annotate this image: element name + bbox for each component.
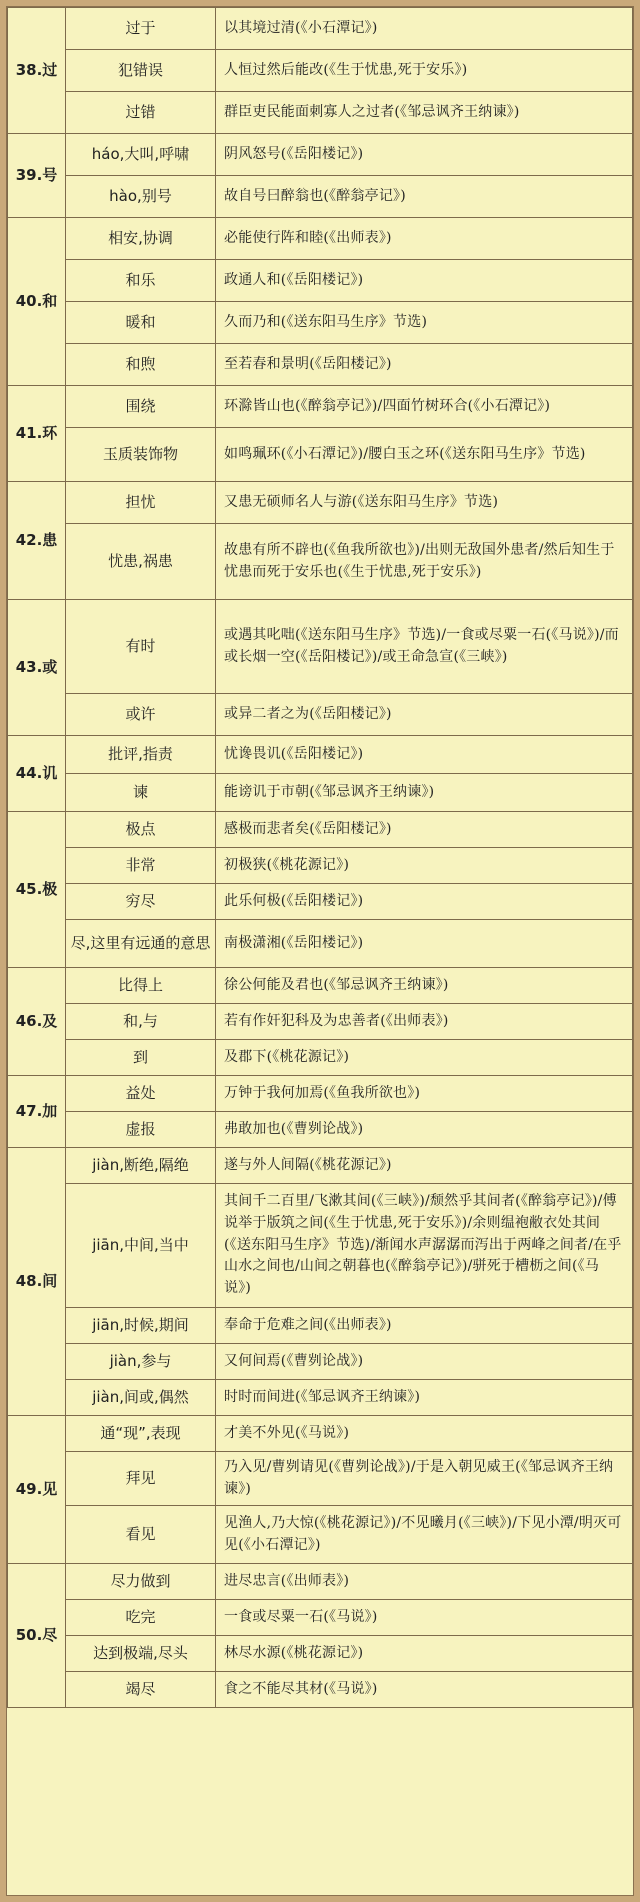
meaning-cell: 谏: [66, 774, 216, 812]
table-row: [8, 260, 633, 302]
example-cell: 及郡下(《桃花源记》): [216, 1040, 633, 1076]
table-row: [8, 50, 633, 92]
example-cell: 群臣吏民能面刺寡人之过者(《邹忌讽齐王纳谏》): [216, 92, 633, 134]
example-cell: 时时而间进(《邹忌讽齐王纳谏》): [216, 1380, 633, 1416]
meaning-cell: 竭尽: [66, 1672, 216, 1708]
term-cell: 39.号: [8, 134, 66, 218]
example-cell: 又患无硕师名人与游(《送东阳马生序》节选): [216, 482, 633, 524]
table-row: [8, 600, 633, 694]
meaning-cell: 和,与: [66, 1004, 216, 1040]
meaning-cell: 和煦: [66, 344, 216, 386]
example-cell: 见渔人,乃大惊(《桃花源记》)/不见曦月(《三峡》)/下见小潭/明灭可见(《小石潭记》): [216, 1506, 633, 1564]
table-row: [8, 1308, 633, 1344]
example-cell: 一食或尽粟一石(《马说》): [216, 1600, 633, 1636]
example-cell: 或异二者之为(《岳阳楼记》): [216, 694, 633, 736]
meaning-cell: 虚报: [66, 1112, 216, 1148]
meaning-cell: hào,别号: [66, 176, 216, 218]
meaning-cell: 犯错误: [66, 50, 216, 92]
term-cell: 48.间: [8, 1148, 66, 1416]
meaning-cell: jiàn,间或,偶然: [66, 1380, 216, 1416]
meaning-cell: jiàn,参与: [66, 1344, 216, 1380]
meaning-cell: 相安,协调: [66, 218, 216, 260]
table-row: [8, 1380, 633, 1416]
term-cell: 47.加: [8, 1076, 66, 1148]
vocabulary-table-body: [8, 8, 633, 1708]
example-cell: 久而乃和(《送东阳马生序》节选): [216, 302, 633, 344]
example-cell: 若有作奸犯科及为忠善者(《出师表》): [216, 1004, 633, 1040]
example-cell: 如鸣珮环(《小石潭记》)/腰白玉之环(《送东阳马生序》节选): [216, 428, 633, 482]
table-row: [8, 920, 633, 968]
example-cell: 故患有所不辟也(《鱼我所欲也》)/出则无敌国外患者/然后知生于忧患而死于安乐也(《生于忧患,死于安乐》): [216, 524, 633, 600]
example-cell: 奉命于危难之间(《出师表》): [216, 1308, 633, 1344]
term-cell: 46.及: [8, 968, 66, 1076]
meaning-cell: 吃完: [66, 1600, 216, 1636]
term-cell: 40.和: [8, 218, 66, 386]
example-cell: 或遇其叱咄(《送东阳马生序》节选)/一食或尽粟一石(《马说》)/而或长烟一空(《岳阳楼记》)/或王命急宣(《三峡》): [216, 600, 633, 694]
table-row: [8, 1076, 633, 1112]
table-row: [8, 1040, 633, 1076]
table-row: [8, 1506, 633, 1564]
example-cell: 才美不外见(《马说》): [216, 1416, 633, 1452]
term-cell: 42.患: [8, 482, 66, 600]
example-cell: 其间千二百里/飞漱其间(《三峡》)/颓然乎其间者(《醉翁亭记》)/傅说举于版筑之间(《生于忧患,死于安乐》)/余则缊袍敝衣处其间(《送东阳马生序》节选)/渐闻水声潺潺而泻出于两峰之间者/在乎山水之间也/山间之朝暮也(《醉翁亭记》)/骈死于槽枥之间(《马说》): [216, 1184, 633, 1308]
term-cell: 41.环: [8, 386, 66, 482]
example-cell: 林尽水源(《桃花源记》): [216, 1636, 633, 1672]
table-row: [8, 1416, 633, 1452]
term-cell: 49.见: [8, 1416, 66, 1564]
table-row: [8, 176, 633, 218]
example-cell: 忧谗畏讥(《岳阳楼记》): [216, 736, 633, 774]
meaning-cell: jiān,时候,期间: [66, 1308, 216, 1344]
table-row: [8, 218, 633, 260]
example-cell: 进尽忠言(《出师表》): [216, 1564, 633, 1600]
example-cell: 初极狭(《桃花源记》): [216, 848, 633, 884]
meaning-cell: 暖和: [66, 302, 216, 344]
example-cell: 政通人和(《岳阳楼记》): [216, 260, 633, 302]
meaning-cell: 有时: [66, 600, 216, 694]
example-cell: 必能使行阵和睦(《出师表》): [216, 218, 633, 260]
example-cell: 食之不能尽其材(《马说》): [216, 1672, 633, 1708]
meaning-cell: 批评,指责: [66, 736, 216, 774]
example-cell: 又何间焉(《曹刿论战》): [216, 1344, 633, 1380]
example-cell: 能谤讥于市朝(《邹忌讽齐王纳谏》): [216, 774, 633, 812]
meaning-cell: 益处: [66, 1076, 216, 1112]
table-row: [8, 92, 633, 134]
vocabulary-table-frame: [6, 6, 634, 1896]
meaning-cell: 穷尽: [66, 884, 216, 920]
term-cell: 38.过: [8, 8, 66, 134]
example-cell: 至若春和景明(《岳阳楼记》): [216, 344, 633, 386]
example-cell: 遂与外人间隔(《桃花源记》): [216, 1148, 633, 1184]
meaning-cell: jiān,中间,当中: [66, 1184, 216, 1308]
example-cell: 乃入见/曹刿请见(《曹刿论战》)/于是入朝见威王(《邹忌讽齐王纳谏》): [216, 1452, 633, 1506]
table-row: [8, 1636, 633, 1672]
table-row: [8, 482, 633, 524]
table-row: [8, 812, 633, 848]
table-row: [8, 848, 633, 884]
table-row: [8, 884, 633, 920]
example-cell: 感极而悲者矣(《岳阳楼记》): [216, 812, 633, 848]
example-cell: 故自号曰醉翁也(《醉翁亭记》): [216, 176, 633, 218]
meaning-cell: 看见: [66, 1506, 216, 1564]
table-row: [8, 694, 633, 736]
meaning-cell: 极点: [66, 812, 216, 848]
meaning-cell: 或许: [66, 694, 216, 736]
vocabulary-table: [7, 7, 633, 1708]
table-row: [8, 8, 633, 50]
meaning-cell: 到: [66, 1040, 216, 1076]
example-cell: 此乐何极(《岳阳楼记》): [216, 884, 633, 920]
meaning-cell: 担忧: [66, 482, 216, 524]
meaning-cell: 过错: [66, 92, 216, 134]
table-row: [8, 1112, 633, 1148]
meaning-cell: 比得上: [66, 968, 216, 1004]
table-row: [8, 1564, 633, 1600]
meaning-cell: 通“现”,表现: [66, 1416, 216, 1452]
meaning-cell: 尽力做到: [66, 1564, 216, 1600]
table-row: [8, 1452, 633, 1506]
example-cell: 徐公何能及君也(《邹忌讽齐王纳谏》): [216, 968, 633, 1004]
table-row: [8, 134, 633, 176]
table-row: [8, 1004, 633, 1040]
meaning-cell: 和乐: [66, 260, 216, 302]
table-row: [8, 344, 633, 386]
table-row: [8, 736, 633, 774]
table-row: [8, 386, 633, 428]
meaning-cell: 拜见: [66, 1452, 216, 1506]
table-row: [8, 1184, 633, 1308]
term-cell: 44.讥: [8, 736, 66, 812]
table-row: [8, 524, 633, 600]
meaning-cell: 非常: [66, 848, 216, 884]
term-cell: 43.或: [8, 600, 66, 736]
meaning-cell: 忧患,祸患: [66, 524, 216, 600]
example-cell: 阴风怒号(《岳阳楼记》): [216, 134, 633, 176]
term-cell: 45.极: [8, 812, 66, 968]
meaning-cell: háo,大叫,呼啸: [66, 134, 216, 176]
meaning-cell: 玉质装饰物: [66, 428, 216, 482]
table-row: [8, 1148, 633, 1184]
meaning-cell: 过于: [66, 8, 216, 50]
example-cell: 人恒过然后能改(《生于忧患,死于安乐》): [216, 50, 633, 92]
table-row: [8, 302, 633, 344]
example-cell: 南极潇湘(《岳阳楼记》): [216, 920, 633, 968]
example-cell: 以其境过清(《小石潭记》): [216, 8, 633, 50]
table-row: [8, 968, 633, 1004]
example-cell: 万钟于我何加焉(《鱼我所欲也》): [216, 1076, 633, 1112]
table-row: [8, 774, 633, 812]
table-row: [8, 1672, 633, 1708]
table-row: [8, 1344, 633, 1380]
table-row: [8, 428, 633, 482]
meaning-cell: 尽,这里有远通的意思: [66, 920, 216, 968]
table-row: [8, 1600, 633, 1636]
term-cell: 50.尽: [8, 1564, 66, 1708]
meaning-cell: 围绕: [66, 386, 216, 428]
meaning-cell: 达到极端,尽头: [66, 1636, 216, 1672]
example-cell: 弗敢加也(《曹刿论战》): [216, 1112, 633, 1148]
example-cell: 环滁皆山也(《醉翁亭记》)/四面竹树环合(《小石潭记》): [216, 386, 633, 428]
meaning-cell: jiàn,断绝,隔绝: [66, 1148, 216, 1184]
